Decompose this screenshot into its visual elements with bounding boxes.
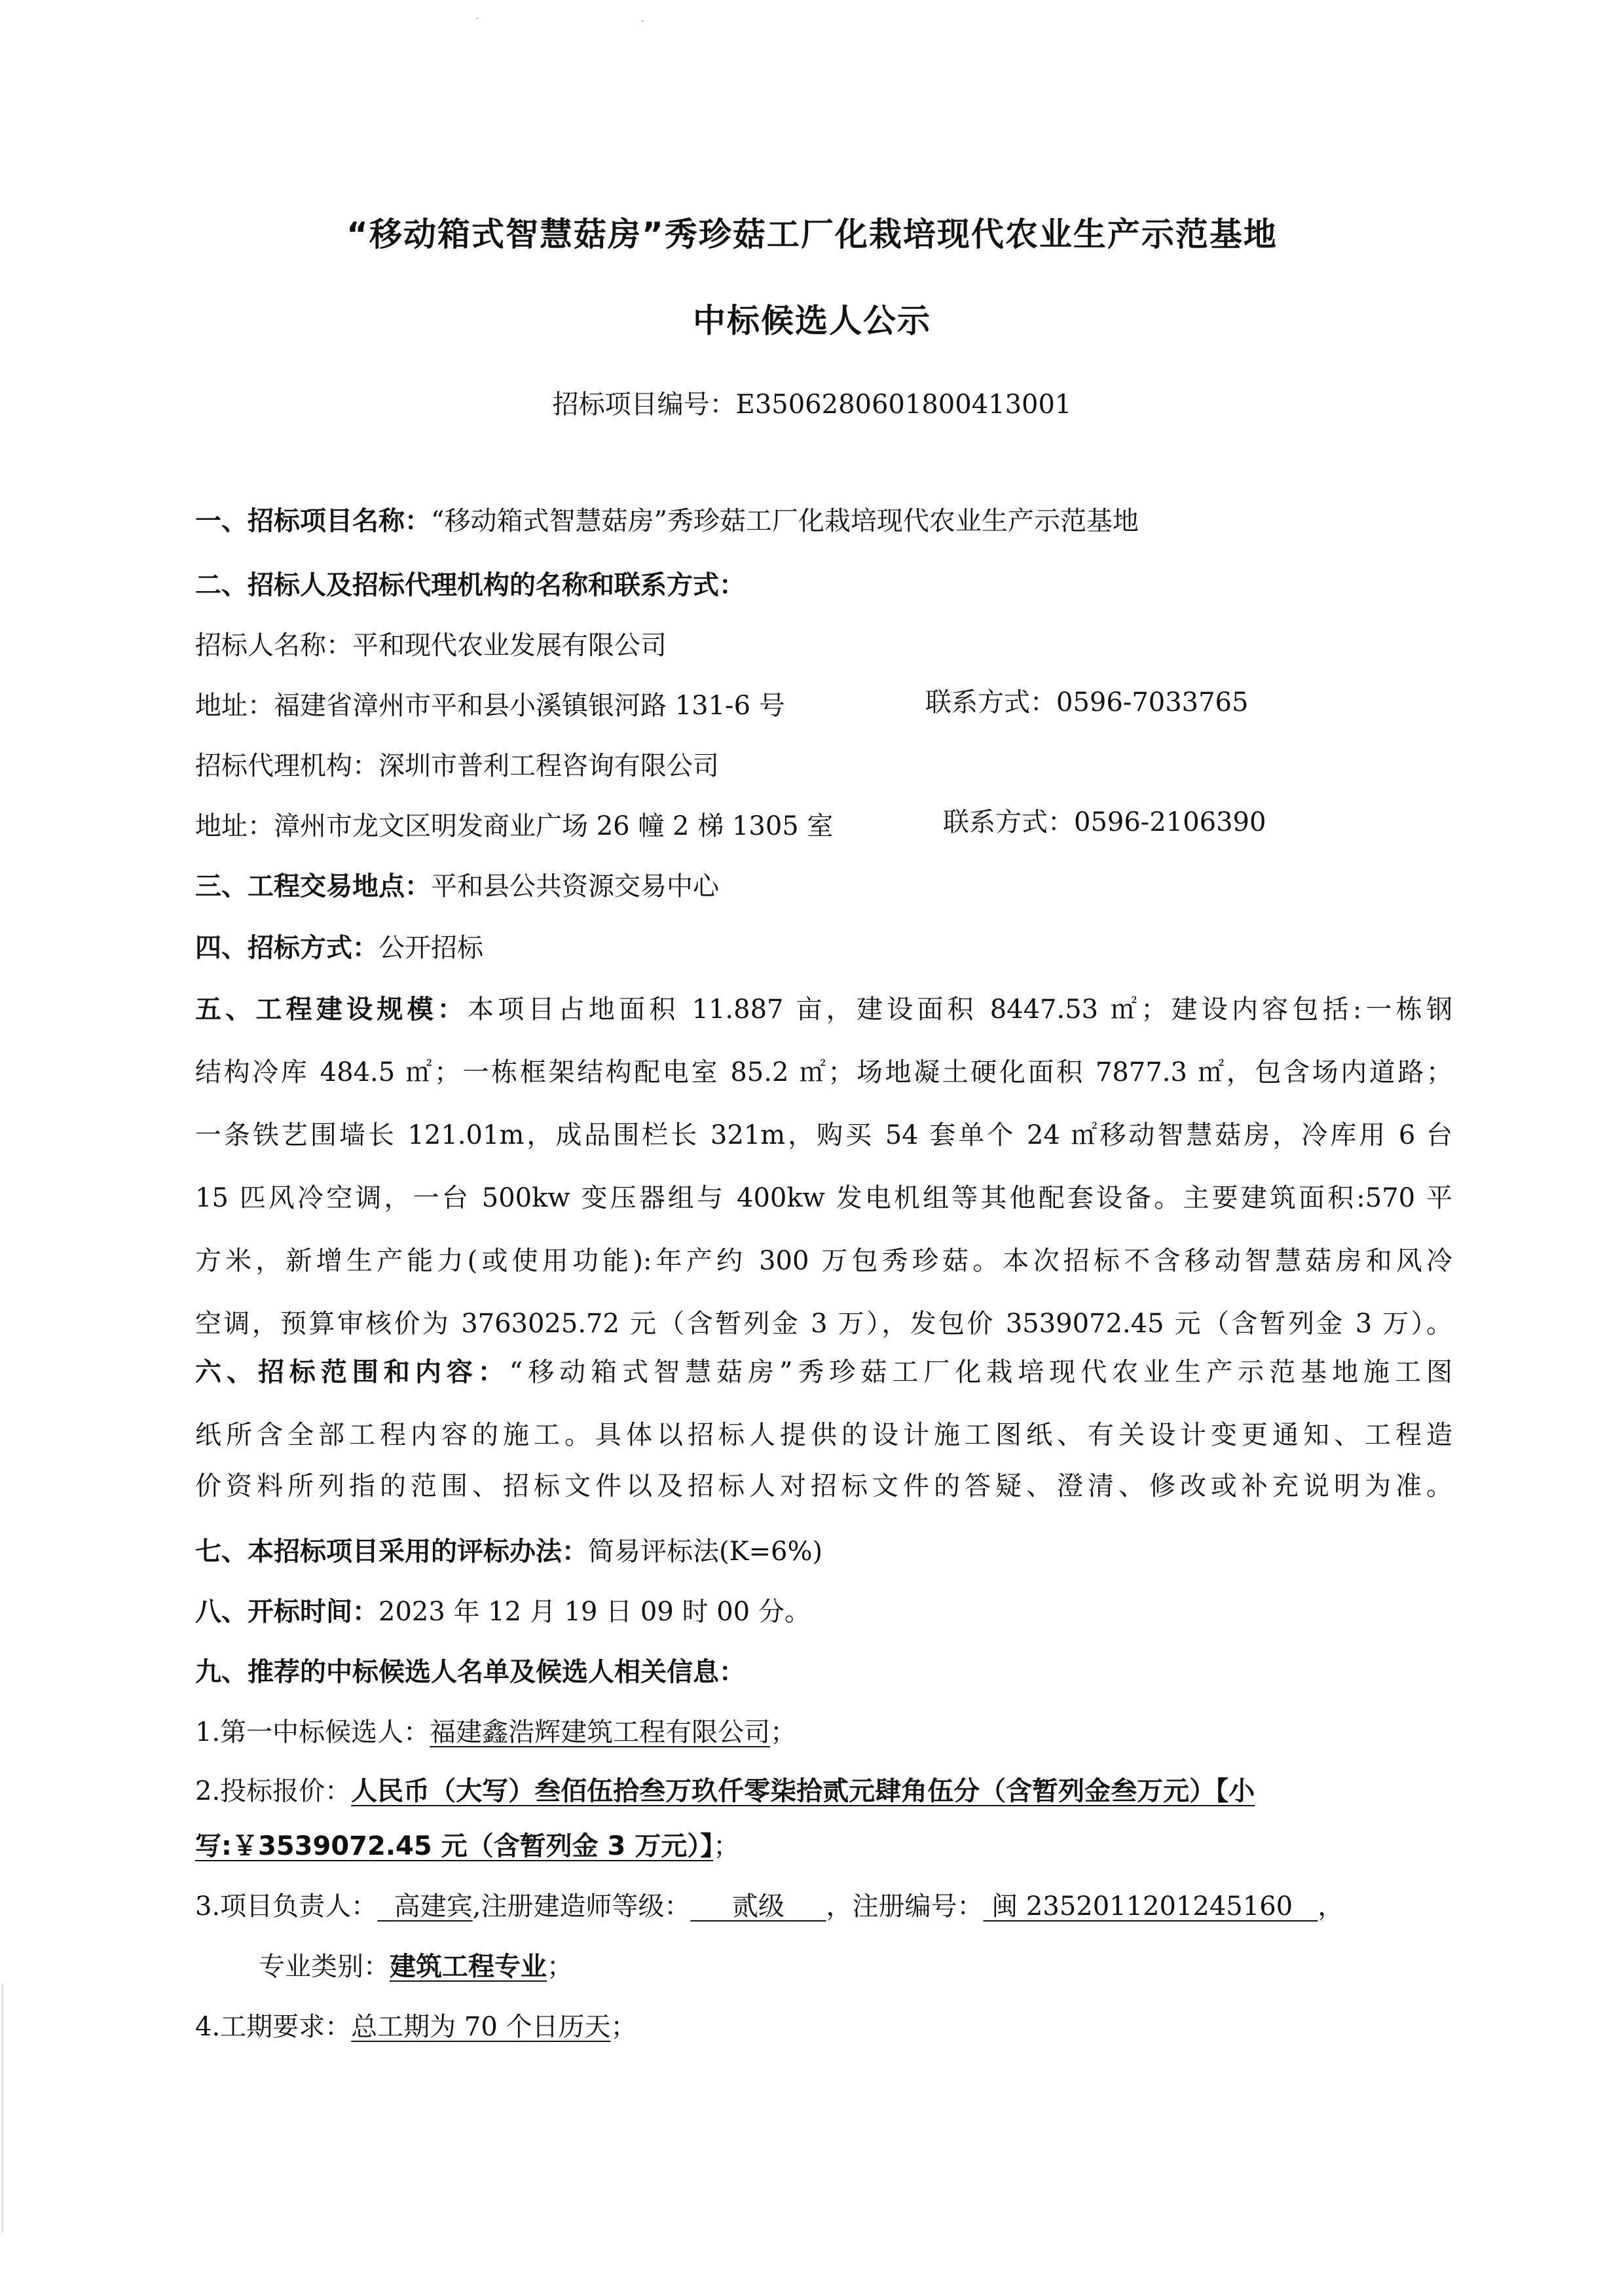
section-1 xyxy=(195,508,1139,534)
page-fold-shadow xyxy=(1,1984,3,2232)
agent-address: 漳州市龙文区明发商业广场 26 幢 2 梯 1305 室 xyxy=(274,811,834,841)
candidate-2-line-2 xyxy=(195,1833,739,1859)
section-5-line-6: 空调，预算审核价为 3763025.72 元（含暂列金 3 万），发包价 3539072.45 元（含暂列金 3 万）。 xyxy=(195,1309,1452,1339)
section-1-value: “移动箱式智慧菇房”秀珍菇工厂化栽培现代农业生产示范基地 xyxy=(431,506,1139,536)
section-8 xyxy=(195,1599,811,1625)
section-8-label: 八、开标时间： xyxy=(195,1597,378,1627)
section-9-heading: 九、推荐的中标候选人名单及候选人相关信息： xyxy=(195,1657,745,1687)
manager-name-text: 高建宾 xyxy=(394,1891,473,1922)
candidate-3-line-2 xyxy=(259,1954,573,1980)
agent-name-label: 招标代理机构： xyxy=(195,751,378,781)
duration-value: 总工期为 70 个日历天 xyxy=(351,2012,611,2042)
candidate-3-line-1 xyxy=(195,1893,1344,1920)
tenderer-name: 平和现代农业发展有限公司 xyxy=(352,630,667,661)
section-6-line-1 xyxy=(195,1341,1452,1404)
section-4 xyxy=(195,935,483,961)
candidate-1-line xyxy=(195,1719,796,1745)
registration-number-text: 闽 2352011201245160 xyxy=(991,1891,1293,1922)
document-title: “移动箱式智慧菇房”秀珍菇工厂化栽培现代农业生产示范基地 xyxy=(346,215,1278,253)
engineer-grade xyxy=(690,1891,826,1922)
agent-name-line xyxy=(195,753,719,779)
engineer-grade-text: 贰级 xyxy=(731,1891,784,1922)
section-4-label: 四、招标方式： xyxy=(195,933,378,963)
major-value: 建筑工程专业 xyxy=(390,1952,547,1982)
section-3 xyxy=(195,873,719,900)
candidate-1-end: ； xyxy=(770,1717,797,1747)
bid-price-label: 2.投标报价： xyxy=(195,1776,352,1806)
bid-price-line-2: 写:￥3539072.45 元（含暂列金 3 万元）】 xyxy=(195,1831,714,1861)
agent-name: 深圳市普利工程咨询有限公司 xyxy=(378,751,719,781)
manager-label: 3.项目负责人： xyxy=(195,1891,378,1922)
section-7 xyxy=(195,1539,822,1565)
scan-mark: · xyxy=(475,12,479,26)
agent-address-label: 地址： xyxy=(195,811,274,841)
section-5-line-4: 15 匹风冷空调，一台 500kw 变压器组与 400kw 发电机组等其他配套设备。主要建筑面积:570 平 xyxy=(195,1183,1452,1213)
candidate-4-line xyxy=(195,2014,637,2040)
agent-address-line xyxy=(195,813,833,839)
section-1-label: 一、招标项目名称： xyxy=(195,506,431,536)
section-6-line-2: 纸所含全部工程内容的施工。具体以招标人提供的设计施工图纸、有关设计变更通知、工程造 xyxy=(195,1420,1452,1450)
tenderer-contact: 0596-7033765 xyxy=(1056,687,1249,718)
section-2-heading: 二、招标人及招标代理机构的名称和联系方式： xyxy=(195,570,745,600)
agent-contact: 0596-2106390 xyxy=(1074,807,1266,837)
duration-end: ； xyxy=(610,2012,637,2042)
section-6-text-1: “移动箱式智慧菇房”秀珍菇工厂化栽培现代农业生产示范基地施工图 xyxy=(509,1357,1452,1387)
section-5-line-1 xyxy=(195,978,1452,1041)
candidate-1-company: 福建鑫浩辉建筑工程有限公司 xyxy=(430,1717,771,1747)
section-5-label: 五、工程建设规模： xyxy=(195,994,468,1025)
project-code: E3506280601800413001 xyxy=(735,390,1072,420)
bid-price-end: ； xyxy=(713,1831,740,1861)
section-5-line-2: 结构冷库 484.5 ㎡；一栋框架结构配电室 85.2 ㎡；场地凝土硬化面积 7877.3 ㎡，包含场内道路； xyxy=(195,1057,1452,1087)
agent-contact-line xyxy=(943,809,1266,835)
bid-price-line-1: 人民币（大写）叁佰伍拾叁万玖仟零柒拾贰元肆角伍分（含暂列金叁万元）【小 xyxy=(351,1776,1255,1806)
scan-mark: · xyxy=(640,14,644,28)
major-label: 专业类别： xyxy=(259,1952,390,1982)
candidate-1-label: 1.第一中标候选人： xyxy=(195,1717,430,1747)
section-6-label: 六、招标范围和内容： xyxy=(195,1357,509,1387)
project-code-label: 招标项目编号： xyxy=(552,390,736,420)
grade-label: ,注册建造师等级： xyxy=(472,1891,691,1922)
section-6-line-3: 价资料所列指的范围、招标文件以及招标人对招标文件的答疑、澄清、修改或补充说明为准。 xyxy=(195,1471,1452,1501)
agent-contact-label: 联系方式： xyxy=(943,807,1074,837)
document-subtitle: 中标候选人公示 xyxy=(693,302,931,340)
tenderer-address-line xyxy=(195,693,785,719)
tenderer-name-line xyxy=(195,632,667,659)
tenderer-address-label: 地址： xyxy=(195,691,274,721)
registration-label: ，注册编号： xyxy=(826,1891,984,1922)
section-7-label: 七、本招标项目采用的评标办法： xyxy=(195,1537,588,1567)
tenderer-name-label: 招标人名称： xyxy=(195,630,352,661)
project-code-line xyxy=(0,384,1624,421)
tenderer-contact-line xyxy=(925,689,1248,716)
section-5-line-5: 方米，新增生产能力(或使用功能):年产约 300 万包秀珍菇。本次招标不含移动智慧菇房和风冷 xyxy=(195,1246,1452,1276)
candidate-2-line-1 xyxy=(195,1778,1255,1804)
registration-number xyxy=(983,1891,1318,1922)
tenderer-address: 福建省漳州市平和县小溪镇银河路 131-6 号 xyxy=(274,691,785,721)
section-5-text-1: 本项目占地面积 11.887 亩，建设面积 8447.53 ㎡；建设内容包括:一栋钢 xyxy=(468,994,1452,1025)
section-8-value: 2023 年 12 月 19 日 09 时 00 分。 xyxy=(378,1597,811,1627)
manager-name xyxy=(377,1891,472,1922)
section-3-label: 三、工程交易地点： xyxy=(195,871,431,902)
section-4-value: 公开招标 xyxy=(378,933,483,963)
tenderer-contact-label: 联系方式： xyxy=(925,687,1056,718)
duration-label: 4.工期要求： xyxy=(195,2012,352,2042)
section-5-line-3: 一条铁艺围墙长 121.01m，成品围栏长 321m，购买 54 套单个 24 ㎡移动智慧菇房，冷库用 6 台 xyxy=(195,1120,1452,1150)
major-end: ； xyxy=(547,1952,573,1982)
section-7-value: 简易评标法(K=6%) xyxy=(588,1537,823,1567)
section-3-value: 平和县公共资源交易中心 xyxy=(431,871,719,902)
registration-end: ， xyxy=(1318,1891,1344,1922)
